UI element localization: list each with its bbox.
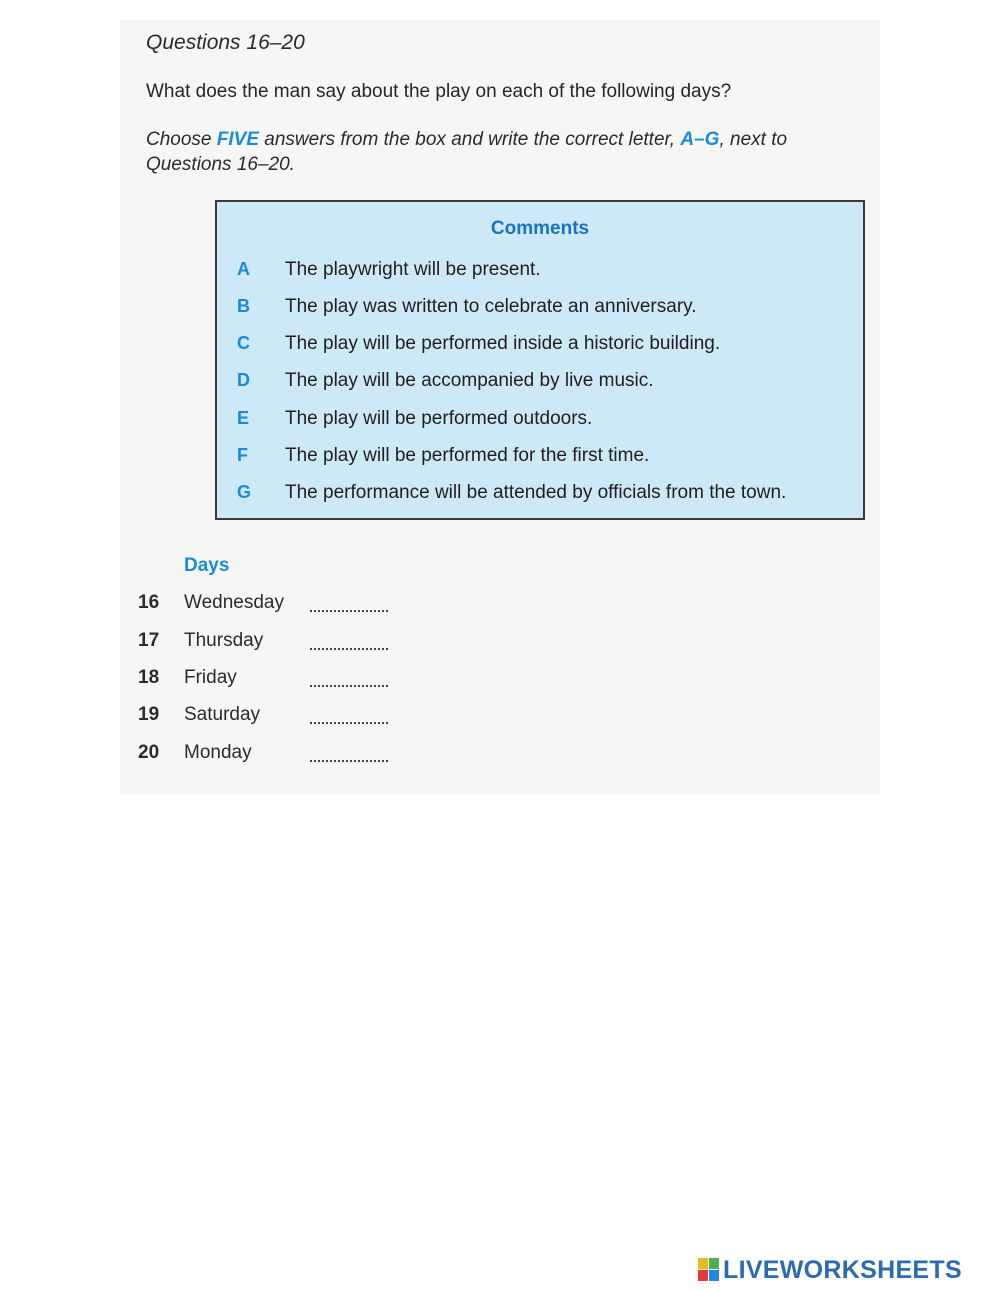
- instructions-part1: Choose: [146, 129, 217, 150]
- question-number: 18: [138, 667, 160, 688]
- comment-text: The play was written to celebrate an anniversary.: [285, 296, 697, 317]
- day-row-19: [138, 704, 438, 734]
- comment-letter: D: [237, 370, 250, 390]
- liveworksheets-logo: [698, 1255, 962, 1285]
- comment-letter: B: [237, 296, 250, 316]
- comment-row-c: [237, 333, 857, 363]
- comment-row-f: [237, 445, 857, 475]
- comment-row-d: [237, 370, 857, 400]
- answer-blank[interactable]: [310, 722, 388, 724]
- answer-blank[interactable]: [310, 610, 388, 612]
- days-title: Days: [184, 555, 230, 576]
- question-text: What does the man say about the play on each of the following days?: [146, 81, 732, 102]
- day-label: Thursday: [184, 630, 264, 651]
- day-row-17: [138, 630, 438, 660]
- comment-row-b: [237, 296, 857, 326]
- instructions: [146, 127, 866, 177]
- comment-row-g: [237, 482, 857, 512]
- day-row-16: [138, 592, 438, 622]
- comment-row-a: [237, 259, 857, 289]
- comments-title: Comments: [490, 218, 590, 239]
- question-number: 19: [138, 704, 160, 725]
- day-label: Saturday: [184, 704, 261, 725]
- comment-text: The play will be performed for the first time.: [285, 445, 650, 466]
- question-number: 16: [138, 592, 160, 613]
- comment-letter: E: [237, 408, 250, 428]
- answer-blank[interactable]: [310, 760, 388, 762]
- day-row-18: [138, 667, 438, 697]
- comment-text: The performance will be attended by officials from the town.: [285, 482, 787, 503]
- instructions-range: A–G: [680, 129, 720, 150]
- answer-blank[interactable]: [310, 685, 388, 687]
- day-row-20: [138, 742, 438, 772]
- logo-text: LIVEWORKSHEETS: [723, 1255, 962, 1284]
- answer-blank[interactable]: [310, 648, 388, 650]
- comment-letter: F: [237, 445, 248, 465]
- comments-box: [215, 200, 865, 520]
- comment-row-e: [237, 408, 857, 438]
- comment-letter: A: [237, 259, 250, 279]
- question-number: 20: [138, 742, 160, 763]
- day-label: Monday: [184, 742, 252, 763]
- instructions-part2: answers from the box and write the correct letter,: [259, 129, 681, 150]
- day-label: Friday: [184, 667, 237, 688]
- instructions-part3: , next to Questions 16–20.: [146, 129, 788, 175]
- instructions-five: FIVE: [216, 129, 260, 150]
- comment-text: The play will be performed inside a historic building.: [285, 333, 721, 354]
- comment-text: The play will be performed outdoors.: [285, 408, 593, 429]
- question-number: 17: [138, 630, 160, 651]
- day-label: Wednesday: [184, 592, 284, 613]
- comment-letter: C: [237, 333, 250, 353]
- section-heading: Questions 16–20: [146, 31, 305, 54]
- comment-text: The play will be accompanied by live music.: [285, 370, 654, 391]
- comment-letter: G: [237, 482, 252, 502]
- comment-text: The playwright will be present.: [285, 259, 541, 280]
- liveworksheets-logo-icon: [698, 1258, 720, 1282]
